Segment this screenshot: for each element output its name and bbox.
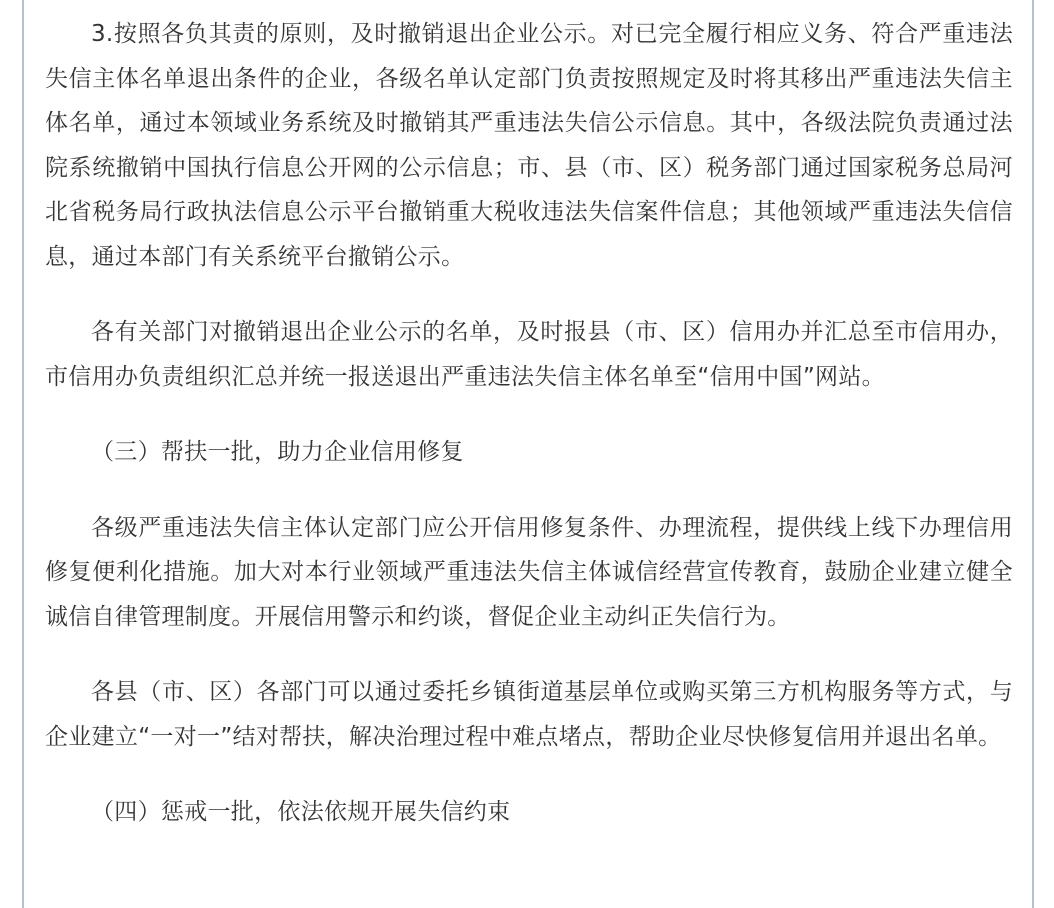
paragraph-report-list: 各有关部门对撤销退出企业公示的名单，及时报县（市、区）信用办并汇总至市信用办，市信用办负责组织汇总并统一报送退出严重违法失信主体名单至“信用中国”网站。 bbox=[45, 319, 1013, 390]
paragraph-credit-repair: 各级严重违法失信主体认定部门应公开信用修复条件、办理流程，提供线上线下办理信用修复便利化措施。加大对本行业领域严重违法失信主体诚信经营宣传教育，鼓励企业建立健全诚信自律管理制度。开展信用警示和约谈，督促企业主动纠正失信行为。 bbox=[45, 514, 1013, 630]
paragraph-exit-publicity: 3.按照各负其责的原则，及时撤销退出企业公示。对已完全履行相应义务、符合严重违法失信主体名单退出条件的企业，各级名单认定部门负责按照规定及时将其移出严重违法失信主体名单，通过本领域业务系统及时撤销其严重违法失信公示信息。其中，各级法院负责通过法院系统撤销中国执行信息公开网的公示信息；市、县（市、区）税务部门通过国家税务总局河北省税务局行政执法信息公示平台撤销重大税收违法失信案件信息；其他领域严重违法失信信息，通过本部门有关系统平台撤销公示。 bbox=[45, 21, 1013, 270]
paragraph-one-on-one-help: 各县（市、区）各部门可以通过委托乡镇街道基层单位或购买第三方机构服务等方式，与企业建立“一对一”结对帮扶，解决治理过程中难点堵点，帮助企业尽快修复信用并退出名单。 bbox=[45, 679, 1013, 750]
section-heading-3: （三）帮扶一批，助力企业信用修复 bbox=[91, 439, 464, 465]
article-body bbox=[45, 12, 1013, 866]
section-heading-4: （四）惩戒一批，依法依规开展失信约束 bbox=[91, 799, 511, 825]
